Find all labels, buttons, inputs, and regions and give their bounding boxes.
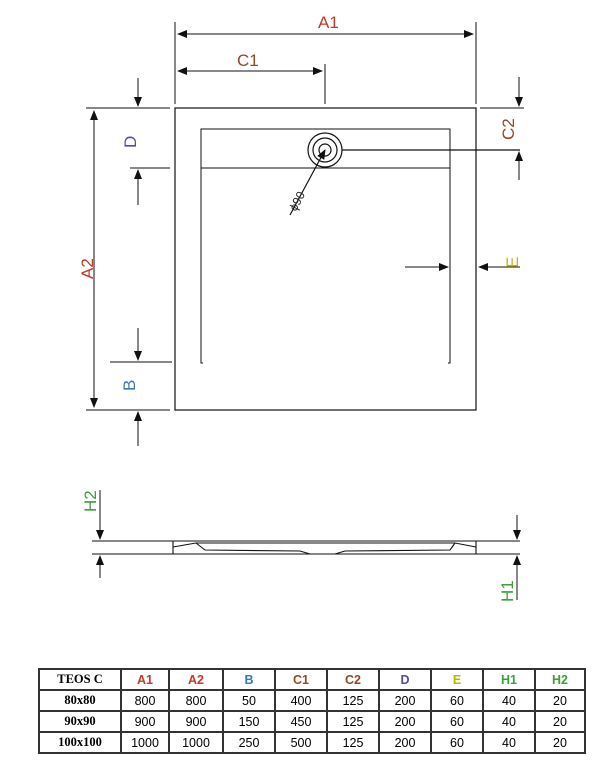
c1-label: C1 bbox=[237, 51, 259, 70]
cell: 80x80 bbox=[39, 690, 121, 711]
cell: 125 bbox=[327, 711, 379, 732]
header-a1: A1 bbox=[121, 669, 169, 690]
d-label: D bbox=[121, 135, 140, 148]
header-h1: H1 bbox=[483, 669, 535, 690]
table-header-row bbox=[39, 669, 585, 690]
a1-label: A1 bbox=[318, 13, 339, 32]
cell: 250 bbox=[223, 732, 275, 753]
cell: 800 bbox=[169, 690, 223, 711]
cell: 450 bbox=[275, 711, 327, 732]
header-h2: H2 bbox=[535, 669, 585, 690]
header-b: B bbox=[223, 669, 275, 690]
cell: 125 bbox=[327, 690, 379, 711]
cell: 400 bbox=[275, 690, 327, 711]
cell: 50 bbox=[223, 690, 275, 711]
cell: 200 bbox=[379, 711, 431, 732]
c2-label: C2 bbox=[499, 118, 518, 140]
cell: 800 bbox=[121, 690, 169, 711]
tray-inner-edge bbox=[201, 129, 450, 363]
cell: 900 bbox=[169, 711, 223, 732]
header-e: E bbox=[431, 669, 483, 690]
cell: 200 bbox=[379, 732, 431, 753]
cell: 60 bbox=[431, 711, 483, 732]
cell: 200 bbox=[379, 690, 431, 711]
header-c1: C1 bbox=[275, 669, 327, 690]
b-label: B bbox=[120, 379, 139, 391]
a2-dimension bbox=[86, 108, 170, 410]
dimensions-table bbox=[38, 668, 586, 754]
cell: 20 bbox=[535, 711, 585, 732]
cell: 20 bbox=[535, 732, 585, 753]
side-view bbox=[92, 541, 520, 554]
cell: 1000 bbox=[169, 732, 223, 753]
cell: 900 bbox=[121, 711, 169, 732]
cell: 500 bbox=[275, 732, 327, 753]
cell: 90x90 bbox=[39, 711, 121, 732]
cell: 60 bbox=[431, 732, 483, 753]
h2-label: H2 bbox=[81, 490, 100, 512]
drain-icon bbox=[290, 133, 520, 215]
table-row bbox=[39, 732, 585, 753]
e-label: E bbox=[503, 256, 522, 268]
cell: 60 bbox=[431, 690, 483, 711]
cell: 20 bbox=[535, 690, 585, 711]
drain-diameter-label: ϕ90 bbox=[286, 189, 309, 214]
h1-label: H1 bbox=[498, 580, 517, 602]
header-model: TEOS C bbox=[39, 669, 121, 690]
table-row bbox=[39, 690, 585, 711]
inner-gap bbox=[203, 362, 448, 366]
header-c2: C2 bbox=[327, 669, 379, 690]
cell: 150 bbox=[223, 711, 275, 732]
cell: 40 bbox=[483, 711, 535, 732]
cell: 40 bbox=[483, 690, 535, 711]
cell: 40 bbox=[483, 732, 535, 753]
cell: 125 bbox=[327, 732, 379, 753]
cell: 100x100 bbox=[39, 732, 121, 753]
table-row bbox=[39, 711, 585, 732]
a2-label: A2 bbox=[78, 258, 97, 279]
header-d: D bbox=[379, 669, 431, 690]
c1-dimension bbox=[178, 64, 325, 104]
header-a2: A2 bbox=[169, 669, 223, 690]
cell: 1000 bbox=[121, 732, 169, 753]
